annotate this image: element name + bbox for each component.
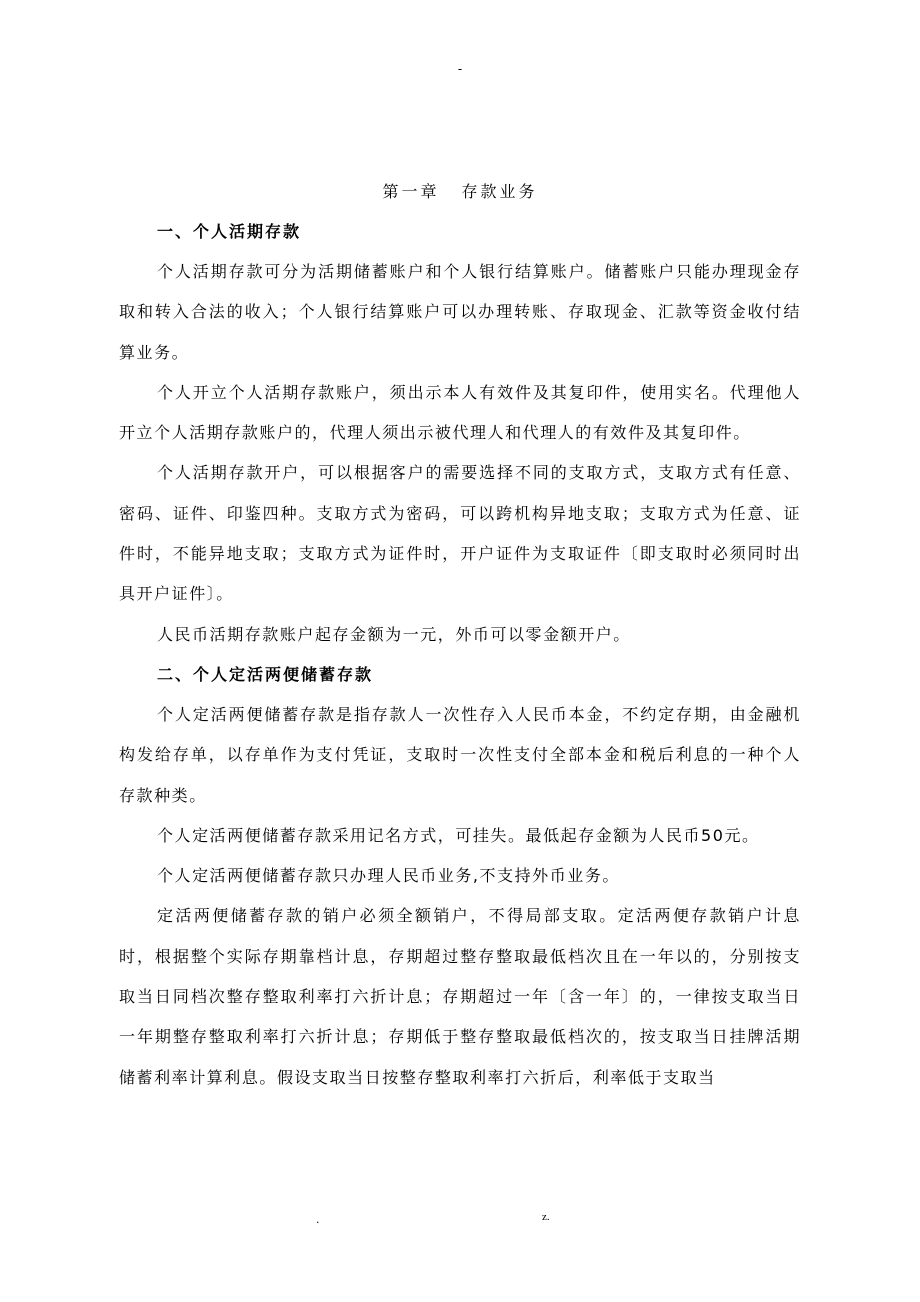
paragraph: 个人定活两便储蓄存款采用记名方式，可挂失。最低起存金额为人民币50元。 <box>157 825 760 845</box>
paragraph: 个人定活两便储蓄存款只办理人民币业务,不支持外币业务。 <box>157 866 620 886</box>
chapter-name: 存款业务 <box>461 182 538 201</box>
paragraph: 个人活期存款可分为活期储蓄账户和个人银行结算账户。储蓄账户只能办理现金存取和转入合法的收入；个人银行结算账户可以办理转账、存取现金、汇款等资金收付结算业务。 <box>119 262 801 362</box>
paragraph: 定活两便储蓄存款的销户必须全额销户，不得局部支取。定活两便存款销户计息时，根据整个实际存期靠档计息，存期超过整存整取最低档次且在一年以的，分别按支取当日同档次整存整取利率打六折计息；存期超过一年〔含一年〕的，一律按支取当日一年期整存整取利率打六折计息；存期低于整存整取最低档次的，按支取当日挂牌活期储蓄利率计算利息。假设支取当日按整存整取利率打六折后，利率低于支取当 <box>119 906 801 1087</box>
section-heading-current-deposit: 一、个人活期存款 <box>157 222 302 241</box>
section-heading-flexible-deposit: 二、个人定活两便储蓄存款 <box>157 664 374 684</box>
chapter-number: 第一章 <box>382 182 440 201</box>
page-header-mark: - <box>457 62 463 76</box>
page-footer-left-mark: . <box>316 1213 320 1226</box>
paragraph: 个人活期存款开户，可以根据客户的需要选择不同的支取方式，支取方式有任意、密码、证件、印鉴四种。支取方式为密码，可以跨机构异地支取；支取方式为任意、证件时，不能异地支取；支取方式为证件时，开户证件为支取证件〔即支取时必须同时出具开户证件〕。 <box>119 463 801 604</box>
paragraph: 人民币活期存款账户起存金额为一元，外币可以零金额开户。 <box>157 624 631 644</box>
page-footer-right-mark: z. <box>542 1211 550 1223</box>
paragraph: 个人开立个人活期存款账户，须出示本人有效件及其复印件，使用实名。代理他人开立个人活期存款账户的，代理人须出示被代理人和代理人的有效件及其复印件。 <box>119 382 801 443</box>
chapter-title <box>119 172 801 212</box>
paragraph: 个人定活两便储蓄存款是指存款人一次性存入人民币本金，不约定存期，由金融机构发给存单，以存单作为支付凭证，支取时一次性支付全部本金和税后利息的一种个人存款种类。 <box>119 704 801 805</box>
document-body <box>119 172 801 1098</box>
